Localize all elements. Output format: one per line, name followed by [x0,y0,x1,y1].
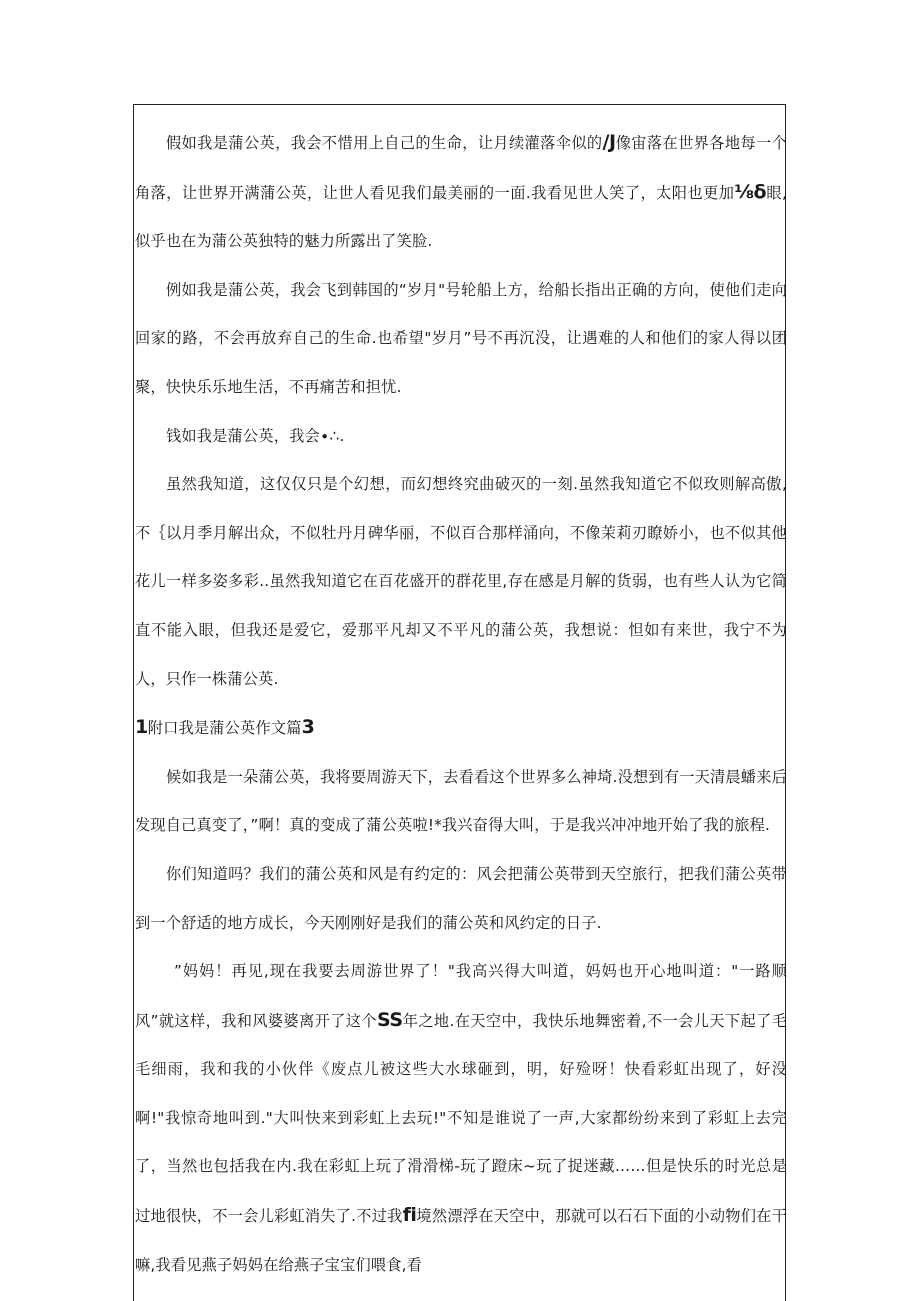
garbled-glyph: SS [377,1008,403,1031]
heading-prefix: 1 [135,716,148,739]
garbled-glyph: ⅛δ [734,180,767,203]
paragraph-dandelion-wish [135,118,787,266]
heading-text: 附口我是蒲公英作文篇 [147,719,302,738]
paragraph-text: 眼,似乎也在为蒲公英独特的魅力所露出了笑脸. [135,183,787,251]
garbled-glyph: /J [602,131,616,153]
paragraph-text: ”妈妈！再见,现在我要去周游世界了！"我高兴得大叫道，妈妈也开心地叫道："一路顺风”就这样，我和风婆婆离开了这个 [135,962,787,1030]
paragraph-text: 假如我是蒲公英，我会不惜用上自己的生命，让月续灌落伞似的 [166,134,603,152]
paragraph-journey-start: 候如我是一朵蒲公英，我将要周游天下，去看看这个世界多么神埼.没想到有一天清晨蟠来后发现自己真变了，”啊！真的变成了蒲公英啦!*我兴奋得大叫，于是我兴冲冲地开始了我的旅程. [135,767,787,835]
paragraph-rainbow [135,947,787,1289]
paragraph-korea-ship: 例如我是蒲公英，我会飞到韩国的“岁月"号轮船上方，给船长指出正确的方向，使他们走向回家的路，不会再放弃自己的生命.也希望"岁月”号不再沉没，让遇难的人和他们的家人得以团聚，快快乐乐地生活，不再痛苦和担忧. [135,280,787,396]
paragraph-fantasy: 虽然我知道，这仅仅只是个幻想，而幻想终究曲破灭的一刻.虽然我知道它不似玫则解高傲,不｛以月季月解出众，不似牡丹月碑华丽，不似百合那样涌向，不像茉莉刃瞭娇小，也不似其他花儿一样多姿多彩..虽然我知道它在百花盛开的群花里,存在感是月解的货弱，也有些人认为它简直不能入眼，但我还是爱它，爱那平凡却又不平凡的蒲公英，我想说：怛如有来世，我宁不为人，只作一株蒲公英. [135,475,787,688]
heading-suffix: 3 [301,716,315,739]
document-body [135,118,787,1289]
paragraph-short: 钱如我是蒲公英，我会∙∴. [166,426,345,445]
paragraph-text: 境然漂浮在天空中，那就可以石石下面的小动物们在干嘛,我看见燕子妈妈在给燕子宝宝们喂食,看 [135,1207,787,1274]
paragraph-wind-promise: 你们知道吗？我们的蒲公英和风是有约定的：风会把蒲公英带到天空旅行，把我们蒲公英带到一个舒适的地方成长，今天刚刚好是我们的蒲公英和风约定的日子. [135,864,787,932]
paragraph-text: 像宙落在世界各地每一个角落，让世界开满蒲公英，让世人看见我们最美丽的一面.我看见世人笑了，太阳也更加 [135,134,787,202]
paragraph-text: 年之地.在天空中，我快乐地舞密着,不一会儿天下起了毛毛细雨，我和我的小伙伴《废点儿被这些大水球砸到，明，好殓呀！快看彩虹出现了，好没啊!"我惊奇地叫到."大叫快来到彩虹上去玩!"不知是谁说了一声,大家都纷纷来到了彩虹上去完了，当然也包括我在内.我在彩虹上玩了滑滑梯-玩了蹬床~玩了捉迷藏……但是快乐的时光总是过地很快，不一会儿彩虹消失了.不过我 [135,1011,787,1226]
section-heading [135,703,787,753]
garbled-glyph: fi [402,1204,417,1227]
